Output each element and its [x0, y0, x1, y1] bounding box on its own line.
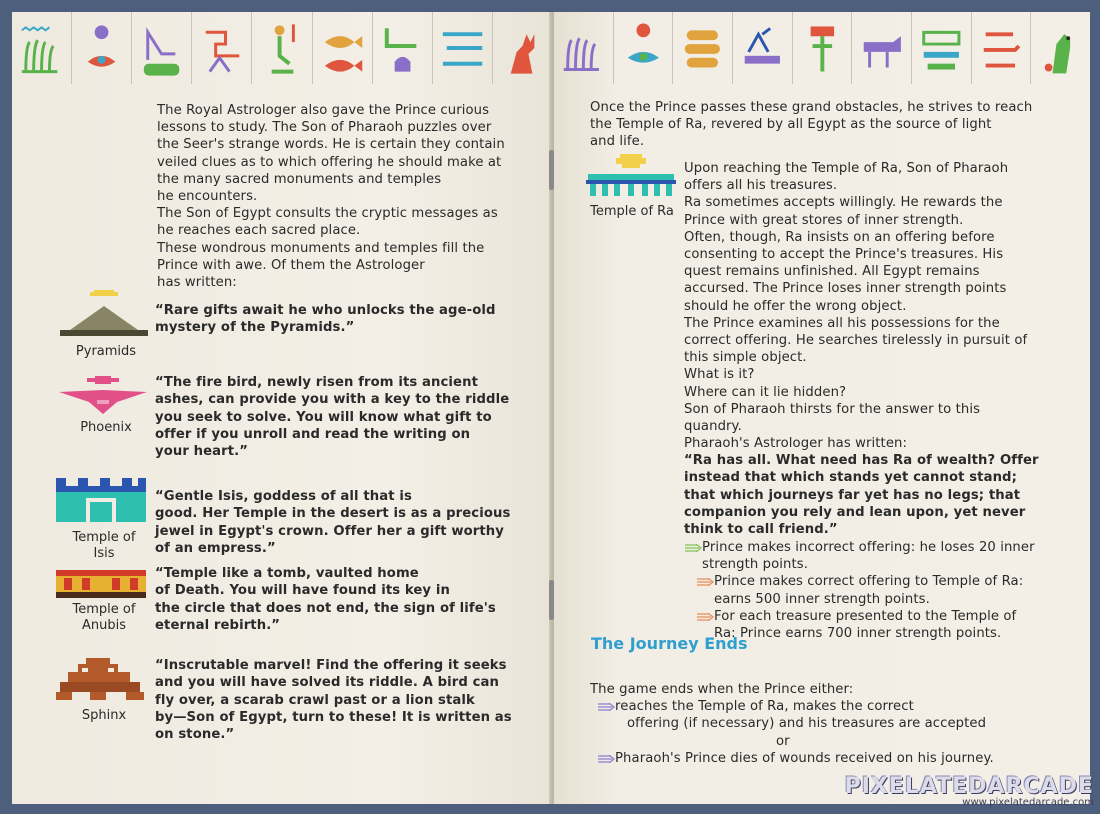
hieroglyph-jackal-icon [493, 12, 552, 84]
hieroglyph-reeds-icon [554, 12, 614, 84]
hieroglyph-snake-icon [192, 12, 252, 84]
hieroglyph-eye-icon [614, 12, 674, 84]
arrow-bullet-icon [598, 755, 615, 763]
watermark [845, 774, 1094, 808]
hieroglyph-fish-icon [313, 12, 373, 84]
hieroglyph-hand-icon [972, 12, 1032, 84]
ra-intro-paragraph: Once the Prince passes these grand obstacles, he strives to reach the Temple of Ra, revered by all Egypt as the source of light and life. [590, 100, 1033, 150]
hieroglyph-seated-figure-icon [252, 12, 312, 84]
temple-of-isis-caption: Temple of Isis [72, 530, 136, 561]
ending-or: or [776, 733, 790, 749]
hieroglyph-header-left [12, 12, 552, 84]
pyramids-caption: Pyramids [75, 344, 137, 359]
hieroglyph-vessel-icon [373, 12, 433, 84]
sphinx-quote: “Inscrutable marvel! Find the offering it seeks and you will have solved its riddle. A bird can fly over, a scarab crawl past or a lion stalk by—Son of Egypt, turn to these! It is written as on stone.” [155, 658, 512, 743]
temple-of-isis-icon [54, 478, 148, 524]
hieroglyph-header-right [554, 12, 1090, 84]
arrow-bullet-icon [685, 544, 702, 552]
journey-ends-heading: The Journey Ends [591, 634, 748, 653]
hieroglyph-box-icon [912, 12, 972, 84]
pyramids-icon [58, 290, 150, 338]
phoenix-icon [57, 376, 149, 416]
ending-section: The game ends when the Prince either: reaches the Temple of Ra, makes the correct offering (if necessary) and his treasures are accepted or Pharaoh's Prince dies of wounds received on his journey. [590, 682, 994, 766]
intro-paragraph: The Royal Astrologer also gave the Prince curious lessons to study. The Son of Pharaoh puzzles over the Seer's strange words. He is certain they contain veiled clues as to which offering he should make at the many sacred monuments and temples he encounters. The Son of Egypt consults the cryptic messages as he reaches each sacred place. These wondrous monuments and temples fill the Prince with awe. Of them the Astrologer has written: [157, 103, 505, 291]
hieroglyph-ankh-icon [793, 12, 853, 84]
temple-of-anubis-quote: “Temple like a tomb, vaulted home of Death. You will have found its key in the circle that does not end, the sign of life's eternal rebirth.” [155, 566, 496, 633]
temple-of-ra-icon [584, 154, 678, 198]
ending-bullet-dies: Pharaoh's Prince dies of wounds received on his journey. [598, 750, 994, 767]
temple-of-anubis-caption: Temple of Anubis [72, 602, 136, 633]
ra-quote: “Ra has all. What need has Ra of wealth? Offer instead that which stands yet cannot stand; that which journeys far yet has no legs; that companion you rely and lean upon, yet never think to call friend.” [684, 453, 1039, 538]
phoenix-quote: “The fire bird, newly risen from its ancient ashes, can provide you with a key to the riddle you seek to solve. You will know what gift to offer if you unroll and read the writing on your heart.” [155, 375, 510, 460]
ending-bullet-reach-ra: reaches the Temple of Ra, makes the correct offering (if necessary) and his treasures are accepted [598, 698, 994, 732]
pyramids-quote: “Rare gifts await he who unlocks the age-old mystery of the Pyramids.” [155, 303, 496, 336]
temple-of-anubis-icon [54, 570, 148, 600]
left-page [12, 12, 552, 804]
phoenix-caption: Phoenix [80, 420, 132, 435]
arrow-bullet-icon [697, 613, 714, 621]
ra-bullet-correct: Prince makes correct offering to Temple of Ra: earns 500 inner strength points. [697, 573, 1035, 607]
sphinx-icon [56, 658, 146, 704]
temple-of-isis-quote: “Gentle Isis, goddess of all that is good. Her Temple in the desert is as a precious jewel in Egypt's crown. Offer her a gift worthy of an empress.” [155, 489, 511, 556]
hieroglyph-staff-icon [433, 12, 493, 84]
hieroglyph-eye-flower-icon [72, 12, 132, 84]
right-page [554, 12, 1090, 804]
watermark-title: PIXELATEDARCADE [844, 774, 1094, 799]
watermark-url: www.pixelatedarcade.com [962, 797, 1094, 808]
arrow-bullet-icon [697, 578, 714, 586]
hieroglyph-basket-icon [132, 12, 192, 84]
hieroglyph-bull-icon [852, 12, 912, 84]
hieroglyph-owl-icon [1031, 12, 1090, 84]
temple-of-ra-caption: Temple of Ra [590, 204, 674, 219]
hieroglyph-horns-icon [733, 12, 793, 84]
hieroglyph-water-reeds-icon [12, 12, 72, 84]
arrow-bullet-icon [598, 703, 615, 711]
sphinx-caption: Sphinx [81, 708, 127, 723]
ra-bullet-list [685, 539, 1035, 642]
ra-bullet-treasure: For each treasure presented to the Temple of Ra: Prince earns 700 inner strength points. [697, 608, 1035, 642]
ra-bullet-incorrect: Prince makes incorrect offering: he loses 20 inner strength points. [685, 539, 1035, 573]
ra-body: Upon reaching the Temple of Ra, Son of Pharaoh offers all his treasures. Ra sometimes accepts willingly. He rewards the Prince with great stores of inner strength. Often, though, Ra insists on an offering before consenting to accept the Prince's treasures. His quest remains unfinished. All Egypt remains accursed. The Prince loses inner strength points should he offer the wrong object. The Prince examines all his possessions for the correct offering. He searches tirelessly in pursuit of this simple object. What is it? Where can it lie hidden? Son of Pharaoh thirsts for the answer to this quandry. Pharaoh's Astrologer has written: [684, 161, 1028, 452]
hieroglyph-bread-icon [673, 12, 733, 84]
